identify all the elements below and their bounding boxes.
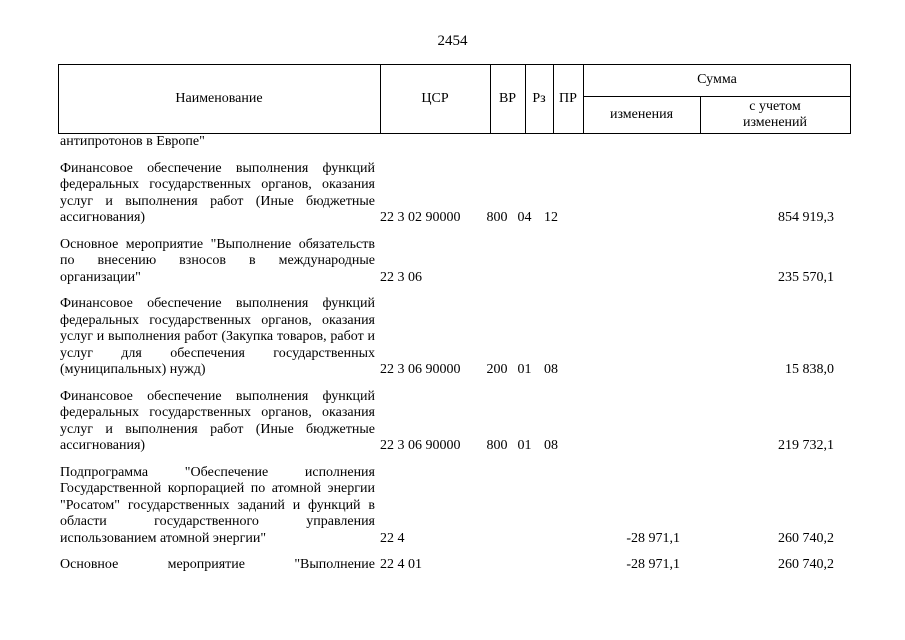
header-sum: Сумма <box>697 72 737 87</box>
row-total: 235 570,1 <box>778 269 834 285</box>
page-number: 2454 <box>437 33 468 49</box>
row-name: Финансовое обеспечение выполнения функций федеральных государственных органов, оказания услуг и выполнения работ (Иные бюджетные ассигнования) <box>60 160 375 225</box>
row-pr: 12 <box>544 210 558 225</box>
row-vr: 800 <box>486 438 508 453</box>
table-row <box>60 296 851 379</box>
header-vr: ВР <box>498 91 517 106</box>
row-rz: 01 <box>517 438 532 453</box>
table-row <box>60 465 851 548</box>
table-row <box>60 237 851 287</box>
header-name: Наименование <box>175 91 263 106</box>
row-rz: 04 <box>517 210 532 225</box>
row-csr: 22 3 06 90000 <box>380 362 461 377</box>
row-rz: 01 <box>517 362 532 377</box>
row-total: 15 838,0 <box>785 362 834 377</box>
table-body <box>60 134 851 574</box>
table-row <box>60 161 851 227</box>
header-csr: ЦСР <box>421 91 449 106</box>
row-name: Подпрограмма "Обеспечение исполнения Государственной корпорацией по атомной энергии "Росатом" государственных заданий и функций в области государственного управления использованием атомной энергии" <box>60 464 375 546</box>
row-vr: 800 <box>486 210 508 225</box>
header-top-border <box>58 64 851 65</box>
row-csr: 22 4 01 <box>380 557 422 572</box>
row-csr: 22 3 06 90000 <box>380 438 461 453</box>
row-change: -28 971,1 <box>626 557 680 572</box>
row-total: 854 919,3 <box>778 210 834 225</box>
row-name: Основное мероприятие "Выполнение <box>60 557 375 572</box>
row-vr: 200 <box>486 362 508 377</box>
header-rz: Рз <box>532 91 546 106</box>
sum-subheader-line <box>583 96 851 97</box>
header-with-changes: с учетом изменений <box>742 99 808 130</box>
table-row <box>60 134 851 151</box>
row-pr: 08 <box>544 362 558 377</box>
row-total: 260 740,2 <box>778 530 834 546</box>
row-csr: 22 3 06 <box>380 269 422 285</box>
table-header <box>58 64 851 134</box>
header-changes: изменения <box>609 107 674 122</box>
row-name: антипротонов в Европе" <box>60 134 205 149</box>
table-row <box>60 557 851 574</box>
row-change: -28 971,1 <box>626 530 680 546</box>
row-total: 219 732,1 <box>778 438 834 453</box>
row-csr: 22 4 <box>380 530 405 546</box>
row-csr: 22 3 02 90000 <box>380 210 461 225</box>
header-pr: ПР <box>559 91 577 106</box>
row-pr: 08 <box>544 438 558 453</box>
row-name: Финансовое обеспечение выполнения функций федеральных государственных органов, оказания услуг и выполнения работ (Иные бюджетные ассигнования) <box>60 388 375 453</box>
row-name: Финансовое обеспечение выполнения функций федеральных государственных органов, оказания услуг и выполнения работ (Закупка товаров, работ и услуг для обеспечения государственных (муниципальных) нужд) <box>60 296 375 377</box>
table-row <box>60 389 851 455</box>
row-name: Основное мероприятие "Выполнение обязательств по внесению взносов в международные организации" <box>60 236 375 285</box>
row-total: 260 740,2 <box>778 557 834 572</box>
